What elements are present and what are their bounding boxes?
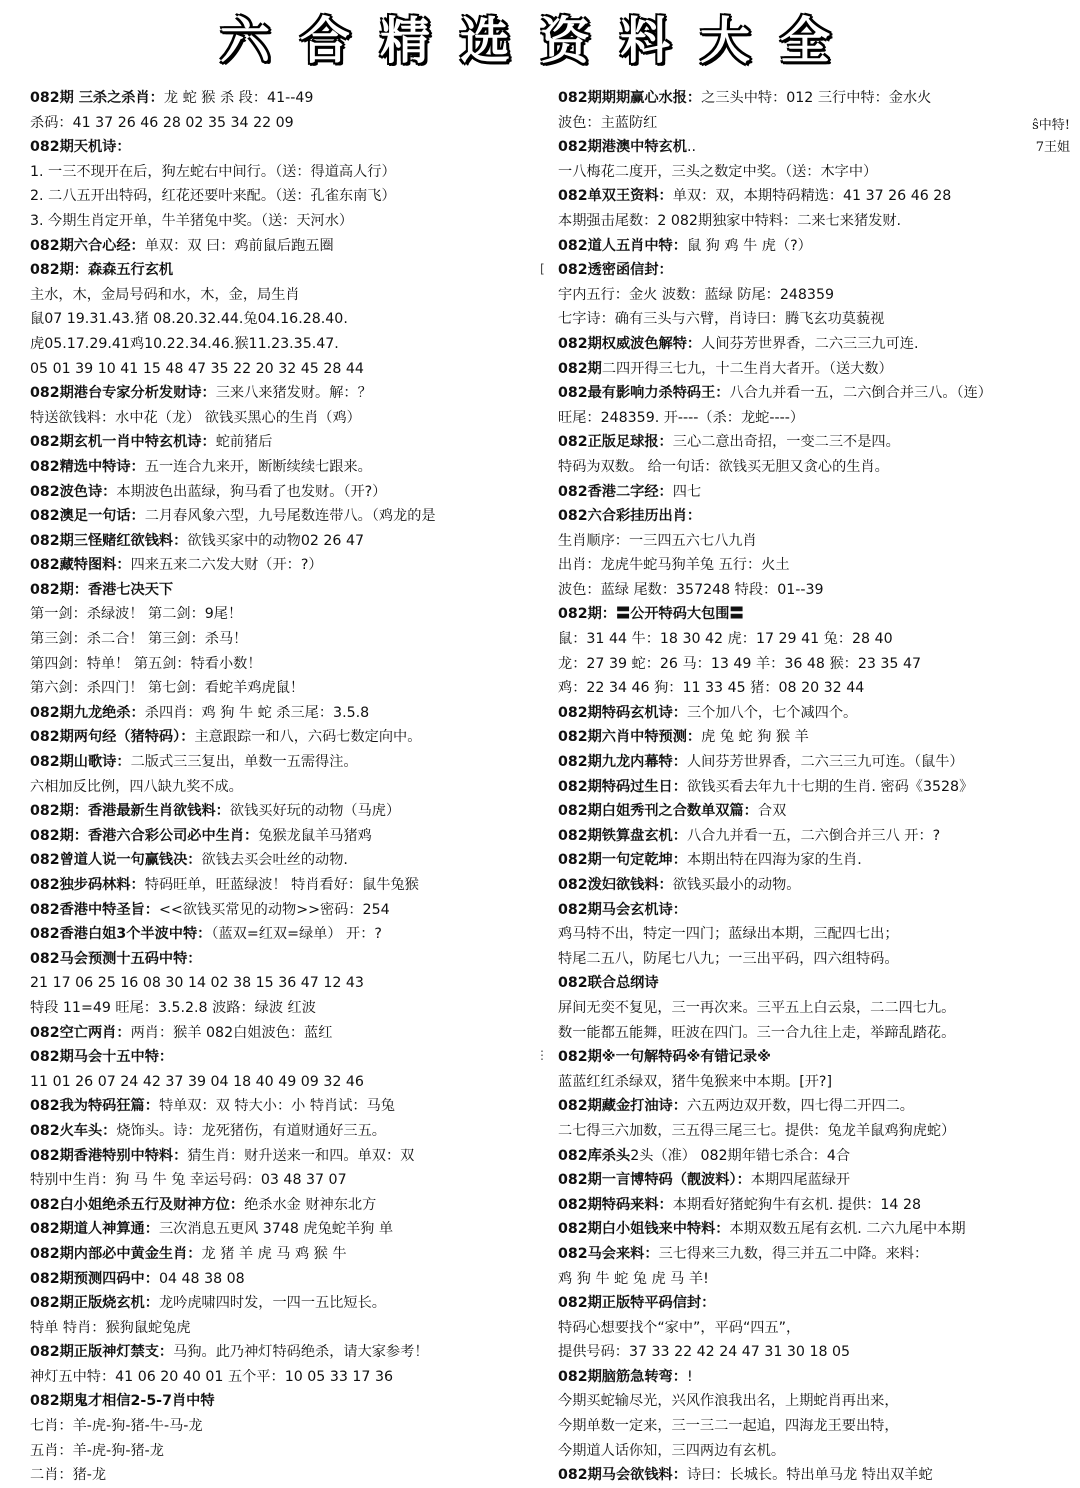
line-text: 三七得来三九数，得三并五二中降。来料： <box>658 1245 929 1262</box>
line-heading: 082期特码玄机诗： <box>558 704 687 721</box>
line-heading: 082曾道人说一句赢钱决： <box>30 852 202 869</box>
line-text: 三次消息五更风 3748 虎兔蛇羊狗 单 <box>158 1221 394 1238</box>
line-text: 本期出特在四海为家的生肖. <box>686 852 862 869</box>
text-line <box>558 430 1038 455</box>
line-heading: 082期 三杀之杀肖： <box>30 90 164 106</box>
text-line <box>558 1217 1038 1242</box>
line-heading: 082香港二字经： <box>558 483 673 500</box>
line-text: 四七 <box>672 483 702 500</box>
line-heading: 082期特码过生日： <box>558 778 687 795</box>
text-line <box>558 922 1038 947</box>
line-text: 蓝蓝红红杀绿双，猪牛兔猴来中本期。[开?] <box>558 1073 832 1090</box>
line-text: 屏间无奕不复见，三一再次来。三平五上白云泉，二二四七九。 <box>558 999 956 1016</box>
text-line <box>558 258 1038 283</box>
line-text: 绝杀水金 财神东北方 <box>244 1196 377 1213</box>
line-text: .. <box>686 139 696 156</box>
text-line <box>30 1316 538 1341</box>
line-text: 2. 二八五开出特码，红花还要叶来配。（送：孔雀东南飞） <box>30 188 396 205</box>
line-text: 特送欲钱料：水中花（龙） 欲钱买黑心的生肖（鸡） <box>30 409 361 426</box>
line-text: 三个加八个，七个减四个。 <box>686 704 858 721</box>
text-line <box>30 602 538 627</box>
line-text: 二肖：猪-龙 <box>30 1467 107 1484</box>
text-line <box>558 1168 1038 1193</box>
text-line <box>30 922 538 947</box>
line-heading: 082道人五肖中特： <box>558 237 687 254</box>
line-text: 马狗。此乃神灯特码绝杀，请大家参考！ <box>173 1344 429 1361</box>
line-text: 波色：主蓝防红 <box>558 114 658 131</box>
line-text: 诗曰：长城长。特出单马龙 特出双羊蛇 <box>686 1467 933 1484</box>
text-line <box>30 750 538 775</box>
text-line <box>30 1463 538 1488</box>
line-text: 欲钱去买会吐丝的动物. <box>201 852 348 869</box>
text-line <box>30 1291 538 1316</box>
line-text: 生肖顺序：一三四五六七八九肖 <box>558 532 757 549</box>
line-heading: 082期权威波色解特： <box>558 335 702 352</box>
text-line <box>30 1242 538 1267</box>
line-text: 三心二意出奇招，一变二三不是四。 <box>672 434 900 451</box>
text-line <box>558 234 1038 259</box>
text-line <box>558 480 1038 505</box>
line-heading: 082期 <box>558 360 602 377</box>
line-text: 本期四尾蓝绿开 <box>750 1172 851 1189</box>
line-text: 蛇前猪后 <box>215 434 273 451</box>
line-text: 鼠07 19.31.43.猪 08.20.32.44.兔04.16.28.40. <box>30 311 348 328</box>
text-line <box>558 406 1038 431</box>
line-heading: 082联合总纲诗 <box>558 975 659 992</box>
line-text: 龙吟虎啸四时发，一四一五比短长。 <box>158 1295 386 1312</box>
text-line <box>558 1291 1038 1316</box>
line-text: 之三头中特：012 三行中特：金水火 <box>701 90 932 106</box>
text-line <box>30 1193 538 1218</box>
side-note-1: ŝ中特! <box>1032 118 1070 133</box>
line-text: 特单 特肖：猴狗鼠蛇兔虎 <box>30 1319 191 1336</box>
line-heading: 082我为特码狂篇： <box>30 1098 159 1115</box>
line-heading: 082正版足球报： <box>558 434 673 451</box>
line-heading: 082期鬼才相信2-5-7肖中特 <box>30 1393 215 1410</box>
line-text: 杀四肖：鸡 狗 牛 蛇 杀三尾：3.5.8 <box>144 704 370 721</box>
line-text: 第一剑：杀绿波！ 第二剑：9尾！ <box>30 606 243 623</box>
text-line <box>30 1045 538 1070</box>
text-line <box>30 234 538 259</box>
line-heading: 082期：香港七决天下 <box>30 581 174 598</box>
text-line <box>30 135 538 160</box>
text-line <box>558 455 1038 480</box>
line-text: 1. 一三不现开在后，狗左蛇右中间行。（送：得道高人行） <box>30 163 396 180</box>
line-text: 旺尾：248359. 开----（杀：龙蛇----） <box>558 409 805 426</box>
line-text: 人间芬芳世界香，二六三三九可连. <box>701 335 919 352</box>
text-line <box>30 209 538 234</box>
line-text: 欲钱买家中的动物02 26 47 <box>187 532 364 549</box>
line-text: 二版式三三复出，单数一五需得注。 <box>130 754 358 771</box>
line-text: 单双：双 曰：鸡前鼠后跑五圈 <box>144 237 334 254</box>
text-line <box>30 406 538 431</box>
line-heading: 082独步码林料： <box>30 877 145 893</box>
line-heading: 082期香港特别中特料： <box>30 1147 188 1164</box>
line-text: 特码心想要找个“家中”，平码“四五”， <box>558 1319 801 1336</box>
text-line <box>30 307 538 332</box>
text-line <box>558 1365 1038 1390</box>
line-text: 本期波色出蓝绿，狗马看了也发财。（开?） <box>116 483 387 500</box>
line-text: ! <box>686 1368 693 1385</box>
line-text: 四来五来二六发大财（开：?） <box>130 557 323 574</box>
line-heading: 082藏特图料： <box>30 557 131 574</box>
text-line <box>558 947 1038 972</box>
line-heading: 082马会来料： <box>558 1245 659 1262</box>
line-heading: 082期山歌诗： <box>30 754 131 771</box>
text-line <box>30 430 538 455</box>
text-line <box>558 996 1038 1021</box>
line-heading: 082最有影响力杀特码王： <box>558 385 730 402</box>
text-line <box>558 1414 1038 1439</box>
text-line <box>558 1119 1038 1144</box>
line-text: （蓝双=红双=绿单） 开：? <box>211 926 382 943</box>
text-line <box>558 135 1038 160</box>
line-heading: 082期道人神算通： <box>30 1221 159 1238</box>
line-heading: 082期正版特平码信封： <box>558 1295 716 1312</box>
line-heading: 082期港澳中特玄机 <box>558 139 687 156</box>
text-line <box>558 652 1038 677</box>
divider-mark: ⋮ <box>536 1048 548 1062</box>
text-line <box>30 578 538 603</box>
text-line <box>558 209 1038 234</box>
line-heading: 082期三怪赌红欲钱料： <box>30 532 188 549</box>
text-line <box>558 1045 1038 1070</box>
line-text: 本期看好猪蛇狗牛有玄机. 提供：14 28 <box>672 1196 922 1213</box>
page-title: 六合精选资料大全 <box>220 12 860 70</box>
line-text: 特码为双数。 给一句话：欲钱买无胆又贪心的生肖。 <box>558 458 889 475</box>
line-heading: 082期玄机一肖中特玄机诗： <box>30 434 216 451</box>
line-heading: 082期九龙绝杀： <box>30 704 145 721</box>
line-text: 欲钱买最小的动物。 <box>672 877 801 893</box>
text-line <box>558 1340 1038 1365</box>
line-text: 烧饰头。诗：龙死猪伤，有道财通好三五。 <box>116 1122 386 1139</box>
text-line <box>558 1242 1038 1267</box>
line-heading: 082波色诗： <box>30 483 117 500</box>
line-heading: 082期：香港六合彩公司必中生肖： <box>30 827 259 844</box>
line-text: 龙 蛇 猴 杀 段：41--49 <box>163 90 314 106</box>
line-heading: 082期白姐秀刊之合数单双篇： <box>558 803 758 820</box>
line-text: 兔猴龙鼠羊马猪鸡 <box>258 827 372 844</box>
line-heading: 082期一句定乾坤： <box>558 852 687 869</box>
text-line <box>30 1119 538 1144</box>
text-line <box>558 824 1038 849</box>
line-text: 虎 兔 蛇 狗 猴 羊 <box>701 729 809 746</box>
line-heading: 082期内部必中黄金生肖： <box>30 1245 202 1262</box>
text-line <box>30 160 538 185</box>
line-heading: 082澳足一句话： <box>30 508 145 525</box>
line-text: 龙：27 39 蛇：26 马：13 49 羊：36 48 猴：23 35 47 <box>558 655 921 672</box>
line-heading: 082期天机诗： <box>30 139 131 156</box>
line-text: 本期双数五尾有玄机. 二六九尾中本期 <box>729 1221 966 1238</box>
line-heading: 082马会预测十五码中特： <box>30 950 202 967</box>
text-line <box>30 455 538 480</box>
line-heading: 082期预测四码中： <box>30 1270 159 1287</box>
text-line <box>30 873 538 898</box>
line-heading: 082期特码来料： <box>558 1196 673 1213</box>
line-text: 二七得三六加数，三五得三尾三七。提供：兔龙羊鼠鸡狗虎蛇） <box>558 1122 956 1139</box>
line-text: 虎05.17.29.41鸡10.22.34.46.猴11.23.35.47. <box>30 335 339 352</box>
line-heading: 082期：〓公开特码大包围〓 <box>558 606 744 623</box>
line-heading: 082期期期赢心水报： <box>558 90 702 106</box>
line-text: 特单双：双 特大小：小 特肖试：马兔 <box>158 1098 395 1115</box>
line-text: 本期强击尾数：2 082期独家中特料：二来七来猪发财. <box>558 212 902 229</box>
line-heading: 082期正版烧玄机： <box>30 1295 159 1312</box>
line-text: 欲钱买好玩的动物（马虎） <box>229 803 401 820</box>
text-line <box>558 1267 1038 1292</box>
line-heading: 082期马会玄机诗： <box>558 901 687 918</box>
line-heading: 082期一言博特码（靓波料）： <box>558 1172 751 1189</box>
line-heading: 082单双王资料： <box>558 188 673 205</box>
line-heading: 082库杀头 <box>558 1147 631 1164</box>
text-line <box>558 750 1038 775</box>
text-line <box>30 1389 538 1414</box>
text-line <box>558 799 1038 824</box>
text-line <box>558 775 1038 800</box>
line-text: 第六剑：杀四门！ 第七剑：看蛇羊鸡虎鼠！ <box>30 680 305 697</box>
line-text: 波色：蓝绿 尾数：357248 特段：01--39 <box>558 581 824 598</box>
line-text: 提供号码：37 33 22 42 24 47 31 30 18 05 <box>558 1344 851 1361</box>
text-line <box>30 898 538 923</box>
line-text: <<欲钱买常见的动物>>密码：254 <box>158 901 390 918</box>
text-line <box>30 553 538 578</box>
side-note-2: 7王姐 <box>1035 140 1070 155</box>
line-text: 神灯五中特：41 06 20 40 01 五个平：10 05 33 17 36 <box>30 1368 393 1385</box>
line-text: 出肖：龙虎牛蛇马狗羊兔 五行：火土 <box>558 557 790 574</box>
text-line <box>558 873 1038 898</box>
line-heading: 082期正版神灯禁支： <box>30 1344 174 1361</box>
text-line <box>558 553 1038 578</box>
text-line <box>30 824 538 849</box>
text-line <box>558 1193 1038 1218</box>
line-heading: 082期马会欲钱料： <box>558 1467 687 1484</box>
text-line <box>558 111 1038 136</box>
line-text: 六相加反比例，四八缺九奖不成。 <box>30 778 243 795</box>
text-line <box>558 357 1038 382</box>
text-line <box>30 332 538 357</box>
text-line <box>558 381 1038 406</box>
text-line <box>558 1094 1038 1119</box>
text-line <box>30 258 538 283</box>
line-heading: 082白小姐绝杀五行及财神方位： <box>30 1196 245 1213</box>
line-text: 五肖：羊-虎-狗-猪-龙 <box>30 1442 164 1459</box>
text-line <box>30 381 538 406</box>
line-heading: 082六合彩挂历出肖： <box>558 508 702 525</box>
text-line <box>30 1217 538 1242</box>
line-text: 今期买蛇输尽光，兴风作浪我出名，上期蛇肖再出来， <box>558 1393 899 1410</box>
text-line <box>558 86 1038 111</box>
line-text: 鸡 狗 牛 蛇 兔 虎 马 羊! <box>558 1270 709 1287</box>
line-text: 鼠 狗 鸡 牛 虎（?） <box>686 237 812 254</box>
text-line <box>558 701 1038 726</box>
line-heading: 082香港白姐3个半波中特： <box>30 926 212 943</box>
text-line <box>30 701 538 726</box>
text-line <box>30 947 538 972</box>
line-text: 第三剑：杀二合！ 第三剑：杀马！ <box>30 631 248 648</box>
text-line <box>558 1439 1038 1464</box>
text-line <box>30 1365 538 1390</box>
line-text: 两肖：猴羊 082白姐波色：蓝红 <box>130 1024 333 1041</box>
line-text: 第四剑：特单！ 第五剑：特看小数！ <box>30 655 262 672</box>
text-line <box>30 652 538 677</box>
line-text: 鸡马特不出，特定一四门；蓝绿出本期，三配四七出； <box>558 926 899 943</box>
line-text: 二四开得三七九，十二生肖大者开。（送大数） <box>601 360 893 377</box>
left-column <box>30 86 538 1488</box>
text-line <box>30 1340 538 1365</box>
text-line <box>558 627 1038 652</box>
text-line <box>558 898 1038 923</box>
text-line <box>558 504 1038 529</box>
line-heading: 082泼妇欲钱料： <box>558 877 673 893</box>
text-line <box>558 1463 1038 1488</box>
text-line <box>558 1389 1038 1414</box>
line-text: 05 01 39 10 41 15 48 47 35 22 20 32 45 28 44 <box>30 360 364 377</box>
text-line <box>558 184 1038 209</box>
text-line <box>30 627 538 652</box>
line-heading: 082期两句经（猪特码）： <box>30 729 195 746</box>
line-text: 单双：双，本期特码精选：41 37 26 46 28 <box>672 188 952 205</box>
line-text: 五一连合九来开，断断续续七跟来。 <box>144 458 372 475</box>
text-line <box>30 480 538 505</box>
line-text: 二月春风象六型，九号尾数连带八。（鸡龙的是 <box>144 508 436 525</box>
line-heading: 082期白小姐钱来中特料： <box>558 1221 730 1238</box>
line-text: 一八梅花二度开，三头之数定中奖。（送：木字中） <box>558 163 878 180</box>
line-heading: 082期脑筋急转弯： <box>558 1368 687 1385</box>
text-line <box>30 111 538 136</box>
text-line <box>30 1414 538 1439</box>
line-heading: 082透密函信封： <box>558 262 673 279</box>
line-text: 鼠：31 44 牛：18 30 42 虎：17 29 41 兔：28 40 <box>558 631 893 648</box>
text-line <box>558 1144 1038 1169</box>
text-line <box>30 996 538 1021</box>
line-text: 21 17 06 25 16 08 30 14 02 38 15 36 47 12 43 <box>30 975 364 992</box>
text-line <box>558 848 1038 873</box>
line-heading: 082期藏金打油诗： <box>558 1098 687 1115</box>
text-line <box>30 799 538 824</box>
line-heading: 082精选中特诗： <box>30 458 145 475</box>
text-line <box>558 602 1038 627</box>
line-text: 六五两边双开数，四七得二开四二。 <box>686 1098 914 1115</box>
line-heading: 082空亡两肖： <box>30 1024 131 1041</box>
line-heading: 082期铁算盘玄机： <box>558 827 687 844</box>
line-text: 人间芬芳世界香，二六三三九可连。（鼠牛） <box>686 754 964 771</box>
text-line <box>30 283 538 308</box>
line-text: 八合九并看一五，二六倒合并三八。（连） <box>729 385 992 402</box>
line-text: 八合九并看一五，二六倒合并三八 开：? <box>686 827 941 844</box>
text-line <box>558 332 1038 357</box>
line-heading: 082火车头： <box>30 1122 117 1139</box>
line-heading: 082期六肖中特预测： <box>558 729 702 746</box>
line-text: 猜生肖：财升送来一和四。单双：双 <box>187 1147 415 1164</box>
line-heading: 082期港台专家分析发财诗： <box>30 385 216 402</box>
text-line <box>30 676 538 701</box>
line-text: 今期单数一定来，三一三二一起追，四海龙王要出特， <box>558 1418 899 1435</box>
text-line <box>30 848 538 873</box>
line-heading: 082期※一句解特码※有错记录※ <box>558 1049 771 1066</box>
text-line <box>30 725 538 750</box>
line-text: 欲钱买看去年九十七期的生肖. 密码《3528》 <box>686 778 974 795</box>
text-line <box>30 184 538 209</box>
line-text: 合双 <box>757 803 787 820</box>
line-text: 主意跟踪一和八，六码七数定向中。 <box>194 729 422 746</box>
line-text: 特尾二五八，防尾七八九；一三出平码，四六组特码。 <box>558 950 899 967</box>
text-line <box>30 775 538 800</box>
text-line <box>30 1144 538 1169</box>
divider-mark: [ <box>540 262 545 276</box>
text-line <box>558 529 1038 554</box>
line-heading: 082期九龙内幕特： <box>558 754 687 771</box>
text-line <box>30 1094 538 1119</box>
text-line <box>558 676 1038 701</box>
text-line <box>30 1439 538 1464</box>
text-line <box>30 1168 538 1193</box>
text-line <box>558 1070 1038 1095</box>
text-line <box>30 86 538 111</box>
line-text: 2头（准） 082期年错七杀合：4合 <box>630 1147 851 1164</box>
text-line <box>558 971 1038 996</box>
line-heading: 082期六合心经： <box>30 237 145 254</box>
line-text: 今期道人话你知，三四两边有玄机。 <box>558 1442 786 1459</box>
text-line <box>30 529 538 554</box>
text-line <box>30 971 538 996</box>
line-text: 特码旺单，旺蓝绿波！ 特肖看好：鼠牛兔猴 <box>144 877 419 893</box>
text-line <box>558 578 1038 603</box>
right-column <box>558 86 1038 1488</box>
text-line <box>30 357 538 382</box>
line-text: 3. 今期生肖定开单，牛羊猪兔中奖。（送：天河水） <box>30 212 354 229</box>
line-text: 11 01 26 07 24 42 37 39 04 18 40 49 09 32 46 <box>30 1073 364 1090</box>
text-line <box>30 504 538 529</box>
text-line <box>558 1316 1038 1341</box>
text-line <box>558 283 1038 308</box>
text-line <box>30 1021 538 1046</box>
text-line <box>558 725 1038 750</box>
line-text: 特别中生肖：狗 马 牛 兔 幸运号码：03 48 37 07 <box>30 1172 347 1189</box>
text-line <box>558 160 1038 185</box>
line-text: 龙 猪 羊 虎 马 鸡 猴 牛 <box>201 1245 347 1262</box>
line-heading: 082香港中特圣旨： <box>30 901 159 918</box>
line-text: 杀码：41 37 26 46 28 02 35 34 22 09 <box>30 114 294 131</box>
line-text: 七肖：羊-虎-狗-猪-牛-马-龙 <box>30 1418 203 1435</box>
line-text: 七字诗：确有三头与六臂，肖诗曰：腾飞玄功莫藐视 <box>558 311 885 328</box>
line-text: 主水，木，金局号码和水，木，金，局生肖 <box>30 286 300 303</box>
line-heading: 082期：香港最新生肖欲钱料： <box>30 803 230 820</box>
text-line <box>558 1021 1038 1046</box>
text-line <box>30 1070 538 1095</box>
line-heading: 082期：森森五行玄机 <box>30 262 174 279</box>
line-text: 数一能都五能舞，旺波在四门。三一合九往上走，举蹄乱踏花。 <box>558 1024 956 1041</box>
line-text: 特段 11=49 旺尾：3.5.2.8 波路：绿波 红波 <box>30 999 316 1016</box>
text-line <box>30 1267 538 1292</box>
line-text: 三来八来猪发财。解：？ <box>215 385 372 402</box>
line-text: 04 48 38 08 <box>158 1270 245 1287</box>
line-text: 宇内五行：金火 波数：蓝绿 防尾：248359 <box>558 286 834 303</box>
line-text: 鸡：22 34 46 狗：11 33 45 猪：08 20 32 44 <box>558 680 865 697</box>
text-line <box>558 307 1038 332</box>
line-heading: 082期马会十五中特： <box>30 1049 174 1066</box>
